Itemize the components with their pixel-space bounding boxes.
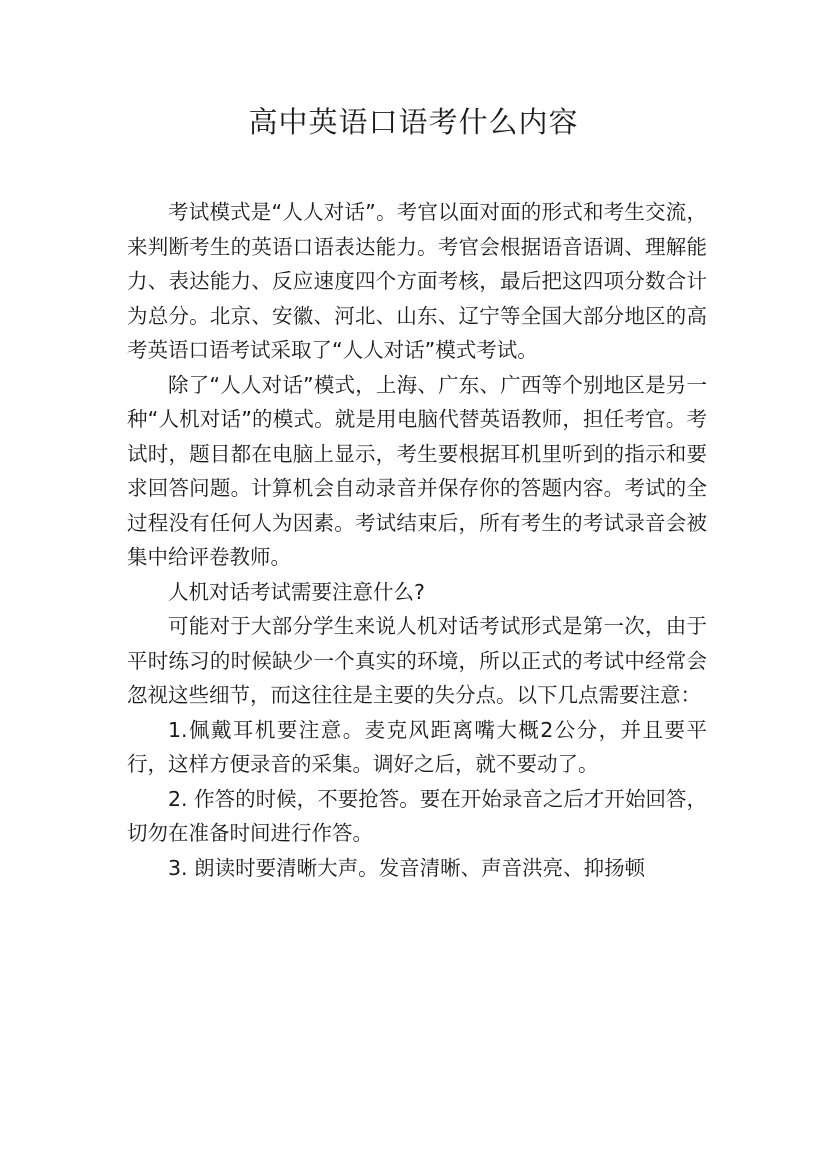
document-title: 高中英语口语考什么内容	[248, 105, 579, 139]
paragraph-note-3: 3. 朗读时要清晰大声。发音清晰、声音洪亮、抑扬顿	[168, 855, 646, 880]
paragraph-question: 人机对话考试需要注意什么?	[168, 579, 425, 604]
document-body	[127, 195, 707, 885]
paragraph-note-1: 1.佩戴耳机要注意。麦克风距离嘴大概2公分，并且要平行，这样方便录音的采集。调好之后，就不要动了。	[127, 717, 707, 776]
paragraph-note-2: 2. 作答的时候，不要抢答。要在开始录音之后才开始回答，切勿在准备时间进行作答。	[127, 786, 707, 845]
paragraph-exam-mode: 考试模式是“人人对话”。考官以面对面的形式和考生交流，来判断考生的英语口语表达能力。考官会根据语音语调、理解能力、表达能力、反应速度四个方面考核，最后把这四项分数合计为总分。北京、安徽、河北、山东、辽宁等全国大部分地区的高考英语口语考试采取了“人人对话”模式考试。	[127, 200, 707, 362]
paragraph-machine-dialogue: 除了“人人对话”模式，上海、广东、广西等个别地区是另一种“人机对话”的模式。就是用电脑代替英语教师，担任考官。考试时，题目都在电脑上显示，考生要根据耳机里听到的指示和要求回答问题。计算机会自动录音并保存你的答题内容。考试的全过程没有任何人为因素。考试结束后，所有考生的考试录音会被集中给评卷教师。	[127, 372, 707, 569]
paragraph-notes-intro: 可能对于大部分学生来说人机对话考试形式是第一次，由于平时练习的时候缺少一个真实的环境，所以正式的考试中经常会忽视这些细节，而这往往是主要的失分点。以下几点需要注意：	[127, 614, 707, 707]
